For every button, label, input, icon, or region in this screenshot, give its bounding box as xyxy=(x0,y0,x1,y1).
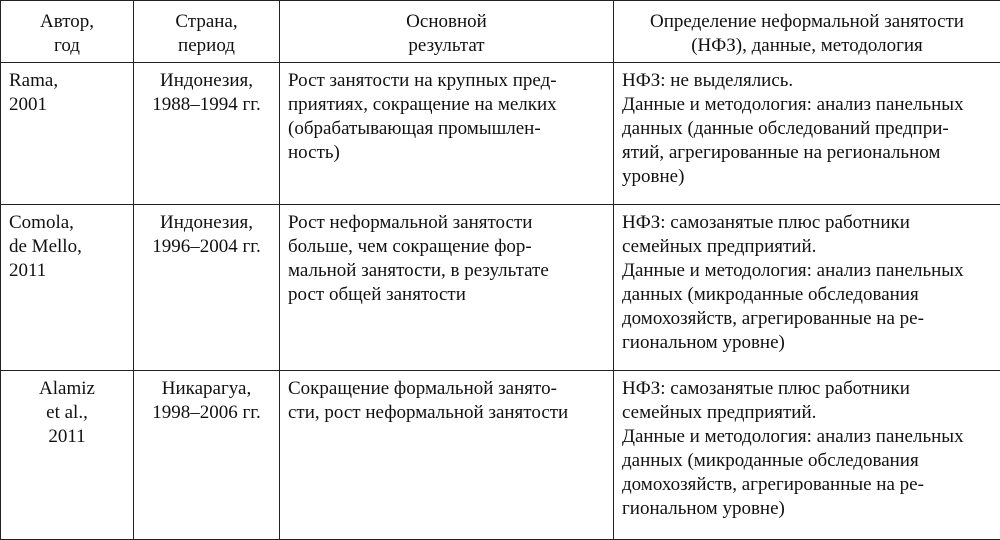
cell-country xyxy=(134,63,280,205)
cell-result xyxy=(280,205,614,371)
cell-text-line: Рост занятости на крупных пред- xyxy=(288,69,605,93)
cell-text-line: домохозяйств, агрегированные на ре- xyxy=(622,307,992,331)
table-row xyxy=(1,63,1000,205)
cell-text-line: Сокращение формальной занято- xyxy=(288,377,605,401)
header-author-year xyxy=(1,1,134,63)
cell-text-line: ность) xyxy=(288,141,605,165)
cell-text-line: мальной занятости, в результате xyxy=(288,259,605,283)
cell-text-line: 2011 xyxy=(9,259,125,283)
cell-text-line: Данные и методология: анализ панельных xyxy=(622,259,992,283)
cell-text-line: сти, рост неформальной занятости xyxy=(288,401,605,425)
cell-text-line: 1988–1994 гг. xyxy=(142,93,271,117)
table-row xyxy=(1,205,1000,371)
cell-text-line: данных (данные обследований предпри- xyxy=(622,117,992,141)
cell-text-line: Rama, xyxy=(9,69,125,93)
cell-text-line: уровне) xyxy=(622,165,992,189)
cell-text-line: Индонезия, xyxy=(142,211,271,235)
cell-definition xyxy=(614,63,1000,205)
cell-text-line: НФЗ: самозанятые плюс работники xyxy=(622,377,992,401)
cell-text-line: 1998–2006 гг. xyxy=(142,401,271,425)
cell-text-line: Индонезия, xyxy=(142,69,271,93)
header-country-period xyxy=(134,1,280,63)
cell-result xyxy=(280,371,614,540)
cell-text-line: семейных предприятий. xyxy=(622,401,992,425)
cell-text-line: Рост неформальной занятости xyxy=(288,211,605,235)
cell-text-line: гиональном уровне) xyxy=(622,331,992,355)
header-text-line: Основной xyxy=(288,10,605,34)
header-text-line: период xyxy=(142,34,271,58)
cell-definition xyxy=(614,371,1000,540)
cell-text-line: рост общей занятости xyxy=(288,283,605,307)
cell-text-line: больше, чем сокращение фор- xyxy=(288,235,605,259)
cell-text-line: Alamiz xyxy=(9,377,125,401)
header-definition xyxy=(614,1,1000,63)
cell-text-line: de Mello, xyxy=(9,235,125,259)
cell-text-line: НФЗ: не выделялись. xyxy=(622,69,992,93)
cell-text-line: ятий, агрегированные на региональном xyxy=(622,141,992,165)
header-text-line: результат xyxy=(288,34,605,58)
header-text-line: год xyxy=(9,34,125,58)
cell-text-line: НФЗ: самозанятые плюс работники xyxy=(622,211,992,235)
cell-text-line: 2011 xyxy=(9,425,125,449)
cell-text-line: Данные и методология: анализ панельных xyxy=(622,93,992,117)
cell-text-line: 2001 xyxy=(9,93,125,117)
cell-text-line: 1996–2004 гг. xyxy=(142,235,271,259)
cell-text-line: Никарагуа, xyxy=(142,377,271,401)
cell-text-line: домохозяйств, агрегированные на ре- xyxy=(622,473,992,497)
cell-result xyxy=(280,63,614,205)
cell-text-line: семейных предприятий. xyxy=(622,235,992,259)
cell-author xyxy=(1,371,134,540)
cell-text-line: данных (микроданные обследования xyxy=(622,449,992,473)
cell-text-line: et al., xyxy=(9,401,125,425)
header-text-line: (НФЗ), данные, методология xyxy=(622,34,992,58)
cell-text-line: данных (микроданные обследования xyxy=(622,283,992,307)
cell-text-line: (обрабатывающая промышлен- xyxy=(288,117,605,141)
cell-text-line: гиональном уровне) xyxy=(622,497,992,521)
cell-text-line: Comola, xyxy=(9,211,125,235)
header-main-result xyxy=(280,1,614,63)
table-row xyxy=(1,371,1000,540)
header-text-line: Страна, xyxy=(142,10,271,34)
cell-definition xyxy=(614,205,1000,371)
header-row xyxy=(1,1,1000,63)
header-text-line: Определение неформальной занятости xyxy=(622,10,992,34)
header-text-line: Автор, xyxy=(9,10,125,34)
cell-author xyxy=(1,205,134,371)
cell-text-line: Данные и методология: анализ панельных xyxy=(622,425,992,449)
cell-text-line: приятиях, сокращение на мелких xyxy=(288,93,605,117)
cell-country xyxy=(134,205,280,371)
cell-country xyxy=(134,371,280,540)
cell-author xyxy=(1,63,134,205)
